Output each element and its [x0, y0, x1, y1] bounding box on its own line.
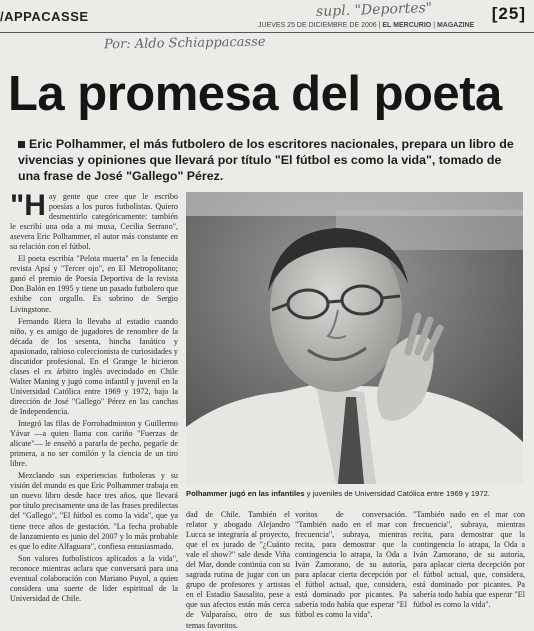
body-paragraph: Integró las filas de Forrobadminton y Guillermo Yávar —a quien llama con cariño "Fuerzas de alicate"— le enseñó a pararla de pecho, pegarle de primera, a no ser comilón y la ciencia de un tiro libre.: [10, 419, 178, 469]
date-line: JUEVES 25 DE DICIEMBRE DE 2006: [258, 22, 377, 29]
body-paragraph: dad de Chile. También el relator y abogado Alejandro Lucca se integraría al proyecto, que el ex jurado de "¿Cuánto vale el show?" sale desde Viña del Mar, donde continúa con su sagrada rutina de jugar con un grupo de profesores y artistas en el Estadio Sausalito, pese a que sus afectos están más cerca de Valparaíso, otro de sus temas favoritos.: [186, 510, 290, 630]
photo-caption: [186, 489, 523, 498]
body-paragraph: Fernando Riera lo llevaba al estadio cuando niño, y es amigo de jugadores de renombre de la década de los sesenta, hincha fanático y apasionado, rabioso coleccionista de curiosidades y discutidor profesional. En el Grange le hicieron clases el ex árbitro inglés avecindado en Chile Walter Maning y jugó como infantil y juvenil en la Universidad Católica entre 1969 y 1972, bajo la dirección de José "Gallego" Pérez en las canchas de Independencia.: [10, 316, 178, 416]
section-name: /APPACASSE: [0, 9, 89, 24]
body-column-bottom-1: [186, 510, 290, 630]
magazine-name: MAGAZINE: [436, 22, 475, 29]
caption-bold: Polhammer jugó en las infantiles: [186, 489, 305, 498]
headline: La promesa del poeta: [8, 67, 502, 121]
meta-divider: |: [378, 22, 383, 29]
paper-name: EL MERCURIO: [382, 22, 432, 29]
lead-bullet: [18, 141, 25, 148]
portrait-illustration: [186, 192, 523, 484]
caption-text: y juveniles de Universidad Católica entre 1969 y 1972.: [306, 489, 490, 498]
body-paragraph: Son valores futbolísticos aplicados a la vida", reconoce mientras aclara que conversará para una eventual colaboración con Mariano Puyol, a quien considera una suerte de líder espiritual de la Universidad de Chile.: [10, 553, 178, 603]
article-photo: [186, 192, 523, 484]
handwritten-byline: Por: Aldo Schiappacasse: [103, 34, 266, 53]
body-paragraph: El poeta escribía "Pelota muerta" en la fenecida revista Apsí y "Tercer ojo", en El Metropolitano; ganó el premio de Poesía Deportiva de la revista Don Balón en 1995 y tiene un pasado futbolero que exhibe con orgullo. Es sobrino de Sergio Livingstone.: [10, 254, 178, 314]
header-meta: [258, 22, 474, 29]
handwritten-note-top: supl. "Deportes": [315, 0, 433, 21]
body-column-bottom-3: [413, 510, 525, 610]
body-paragraph: ay gente que cree que le escribo poesías a los puros futbolistas. Quiero desmentirlo categóricamente: también le escribí una oda a mi musa, Cecilia Serrano", asevera Eric Polhammer, el autor más constante en su relación con el fútbol.: [10, 192, 178, 252]
body-column-bottom-2: [295, 510, 407, 620]
meta-divider: |: [433, 22, 437, 29]
body-column-left: [10, 189, 178, 603]
body-paragraph: Mezclando sus experiencias futboleras y su visión del mundo es que Eric Polhammer trabaja en un nuevo libro desde hace tres años, que llevará por título precisamente una de las frases predilectas del "Gallego", "El fútbol es como la vida", que ya tiene trece años de gestación. "La fecha probable de lanzamiento es junio del 2007 y lo más probable es que lo edite Alfaguara", confiesa entusiasmado.: [10, 471, 178, 551]
lead-text: Eric Polhammer, el más futbolero de los escritores nacionales, prepara un libro de vivencias y opiniones que llevará por título "El fútbol es como la vida", tomado de una frase de José "Gallego" Pérez.: [18, 137, 514, 183]
lead-paragraph: [18, 136, 523, 184]
body-paragraph: "También nado en el mar con frecuencia", subraya, mientras recita, para demostrar que la contingencia lo atrapa, la Oda a Iván Zamorano, de su autoría, para aplacar cierta decepción por el fútbol actual, que, considera, está dominado por picantes. Pa sabería todo había que esperar "El fútbol es como la vida".: [413, 510, 525, 610]
body-paragraph: voritos de conversación. "También nado en el mar con frecuencia", subraya, mientras recita, para demostrar que la contingencia lo atrapa, la Oda a Iván Zamorano, de su autoría, para aplacar cierta decepción por el fútbol actual, que, considera, está dominado por picantes. Pa sabería todo había que esperar "El fútbol es como la vida".: [295, 510, 407, 620]
header-rule: [0, 32, 534, 33]
dropcap: "H: [10, 189, 46, 222]
page-number: [25]: [491, 4, 526, 23]
